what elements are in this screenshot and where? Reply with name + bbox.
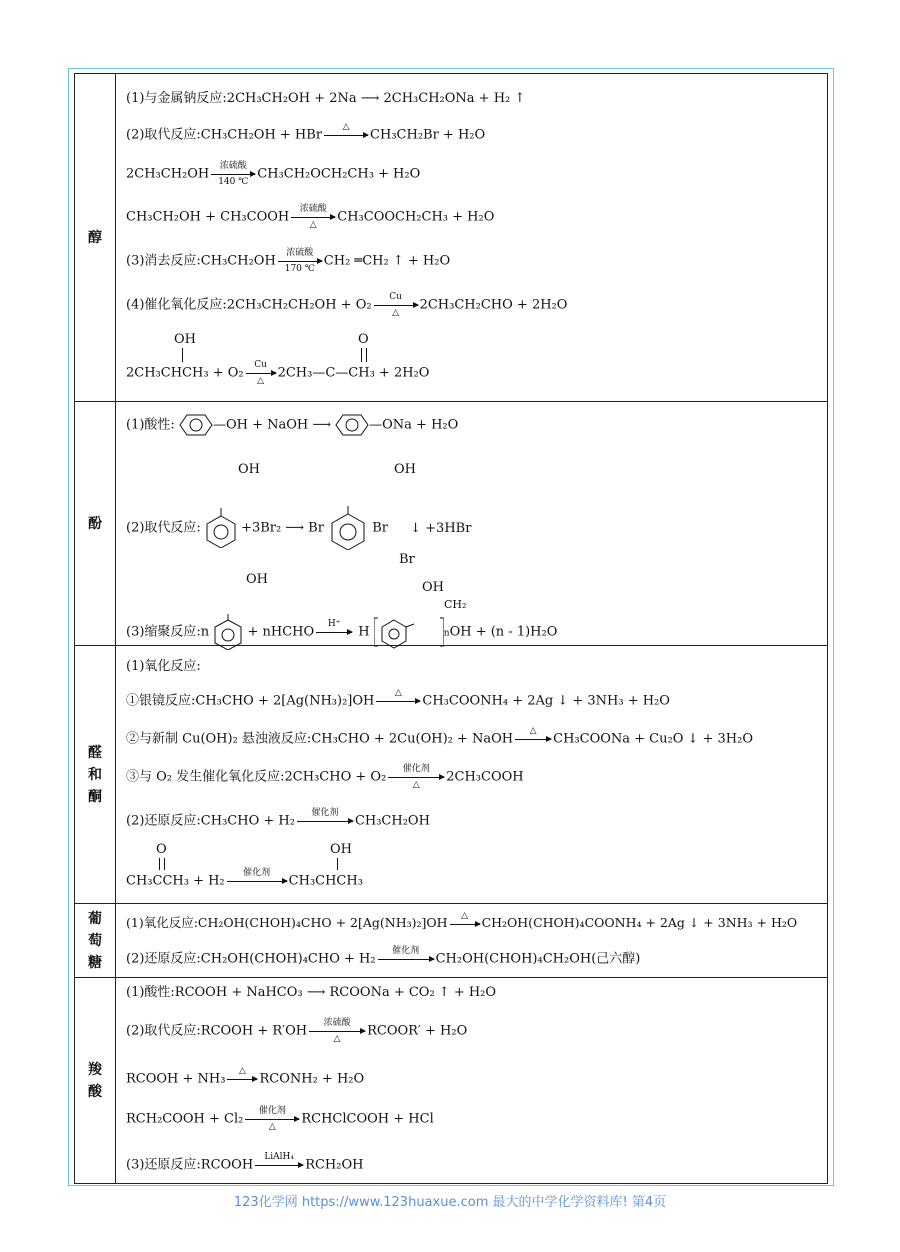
- aldehyde-cell: [116, 646, 828, 904]
- alcohol-bond: [182, 348, 183, 362]
- acid-line-2: (2)取代反应:RCOOH + R′OH 浓硫酸 △ RCOOR′ + H₂O: [126, 1018, 468, 1044]
- category-char-1: 醛: [88, 744, 102, 761]
- category-char-3: 糖: [88, 954, 102, 971]
- tribromophenol-oh: OH: [394, 462, 416, 477]
- phenol-line-2: (2)取代反应: +3Br₂ ⟶ Br Br ↓ +3HBr: [126, 506, 471, 550]
- polymer-oh: OH: [422, 580, 444, 595]
- glucose-line-1: (1)氧化反应:CH₂OH(CHOH)₄CHO + 2[Ag(NH₃)₂]OH △ CH₂OH(CHOH)₄COONH₄ + 2Ag ↓ + 3NH₃ + H₂O: [126, 910, 798, 930]
- aldehyde-line-6: CH₃CCH₃ + H₂ 催化剂 CH₃CHCH₃: [126, 868, 363, 889]
- category-char-3: 酮: [88, 788, 102, 805]
- product-bond: [337, 858, 338, 870]
- acid-line-3: RCOOH + NH₃ △ RCONH₂ + H₂O: [126, 1066, 365, 1087]
- alcohol-line-1: (1)与金属钠反应:2CH₃CH₂OH + 2Na ⟶ 2CH₃CH₂ONa + H₂ ↑: [126, 91, 526, 106]
- alcohol-o-label: O: [358, 332, 369, 347]
- footer-text: 123化学网 https://www.123huaxue.com 最大的中学化学资料库! 第4页: [233, 1195, 667, 1210]
- acid-cell: [116, 978, 828, 1184]
- ketone-double-bond: [159, 858, 165, 870]
- category-glucose: [75, 904, 116, 978]
- alcohol-double-bond: [361, 348, 367, 362]
- acid-line-1: (1)酸性:RCOOH + NaHCO₃ ⟶ RCOONa + CO₂ ↑ + H₂O: [126, 985, 497, 1000]
- alcohol-line-6: (4)催化氧化反应:2CH₃CH₂CH₂OH + O₂ Cu △ 2CH₃CH₂CHO + 2H₂O: [126, 292, 568, 318]
- acid-line-4: RCH₂COOH + Cl₂ 催化剂 △ RCHClCOOH + HCl: [126, 1106, 434, 1132]
- category-carboxylic: [75, 978, 116, 1184]
- category-alcohol: 醇: [75, 74, 116, 402]
- benzene-ring-icon: [179, 412, 213, 438]
- polymer-ch2: CH₂: [444, 598, 467, 611]
- benzene-ring-icon: [205, 508, 237, 548]
- category-char-1: 葡: [88, 910, 102, 927]
- alcohol-oh-label: OH: [174, 332, 196, 347]
- ketone-o: O: [156, 842, 167, 857]
- alcohol-line-4: CH₃CH₂OH + CH₃COOH 浓硫酸 △ CH₃COOCH₂CH₃ + H₂O: [126, 204, 495, 230]
- phenol-oh-2: OH: [246, 572, 268, 587]
- category-char-1: 羧: [88, 1061, 102, 1078]
- product-oh: OH: [330, 842, 352, 857]
- aldehyde-line-4: ③与 O₂ 发生催化氧化反应:2CH₃CHO + O₂ 催化剂 △ 2CH₃COOH: [126, 764, 524, 790]
- glucose-line-2: (2)还原反应:CH₂OH(CHOH)₄CHO + H₂ 催化剂 CH₂OH(CHOH)₄CH₂OH(己六醇): [126, 946, 641, 967]
- glucose-cell: [116, 904, 828, 978]
- alcohol-line-2: (2)取代反应:CH₃CH₂OH + HBr △ CH₃CH₂Br + H₂O: [126, 122, 486, 143]
- phenol-line-1: (1)酸性: —OH + NaOH ⟶ —ONa + H₂O: [126, 412, 458, 438]
- alcohol-cell: [116, 74, 828, 402]
- reaction-table: [74, 73, 828, 1184]
- benzene-ring-icon: [328, 506, 368, 550]
- aldehyde-line-1: (1)氧化反应:: [126, 659, 201, 674]
- acid-line-5: (3)还原反应:RCOOH LiAlH₄ RCH₂OH: [126, 1152, 364, 1173]
- category-char-2: 萄: [88, 932, 102, 949]
- category-char-2: 和: [88, 766, 102, 783]
- phenol-line-3: (3)缩聚反应:n + nHCHO H⁺ H nOH + (n - 1)H₂O: [126, 614, 557, 650]
- category-char-2: 酸: [88, 1083, 102, 1100]
- category-aldehyde-ketone: [75, 646, 116, 904]
- aldehyde-line-3: ②与新制 Cu(OH)₂ 悬浊液反应:CH₃CHO + 2Cu(OH)₂ + NaOH △ CH₃COONa + Cu₂O ↓ + 3H₂O: [126, 726, 754, 747]
- phenol-cell: [116, 402, 828, 646]
- benzene-ring-icon: [335, 412, 369, 438]
- alcohol-line-3: 2CH₃CH₂OH 浓硫酸 140 ℃ CH₃CH₂OCH₂CH₃ + H₂O: [126, 161, 421, 187]
- alcohol-line-5: (3)消去反应:CH₃CH₂OH 浓硫酸 170 ℃ CH₂ ═CH₂ ↑ + H₂O: [126, 248, 451, 274]
- aldehyde-line-5: (2)还原反应:CH₃CHO + H₂ 催化剂 CH₃CH₂OH: [126, 808, 430, 829]
- alcohol-line-7: 2CH₃CHCH₃ + O₂ Cu △ 2CH₃—C—CH₃ + 2H₂O: [126, 360, 430, 386]
- phenol-oh-1: OH: [238, 462, 260, 477]
- tribromophenol-br-bottom: Br: [399, 552, 415, 567]
- aldehyde-line-2: ①银镜反应:CH₃CHO + 2[Ag(NH₃)₂]OH △ CH₃COONH₄ + 2Ag ↓ + 3NH₃ + H₂O: [126, 688, 670, 709]
- category-phenol: 酚: [75, 402, 116, 646]
